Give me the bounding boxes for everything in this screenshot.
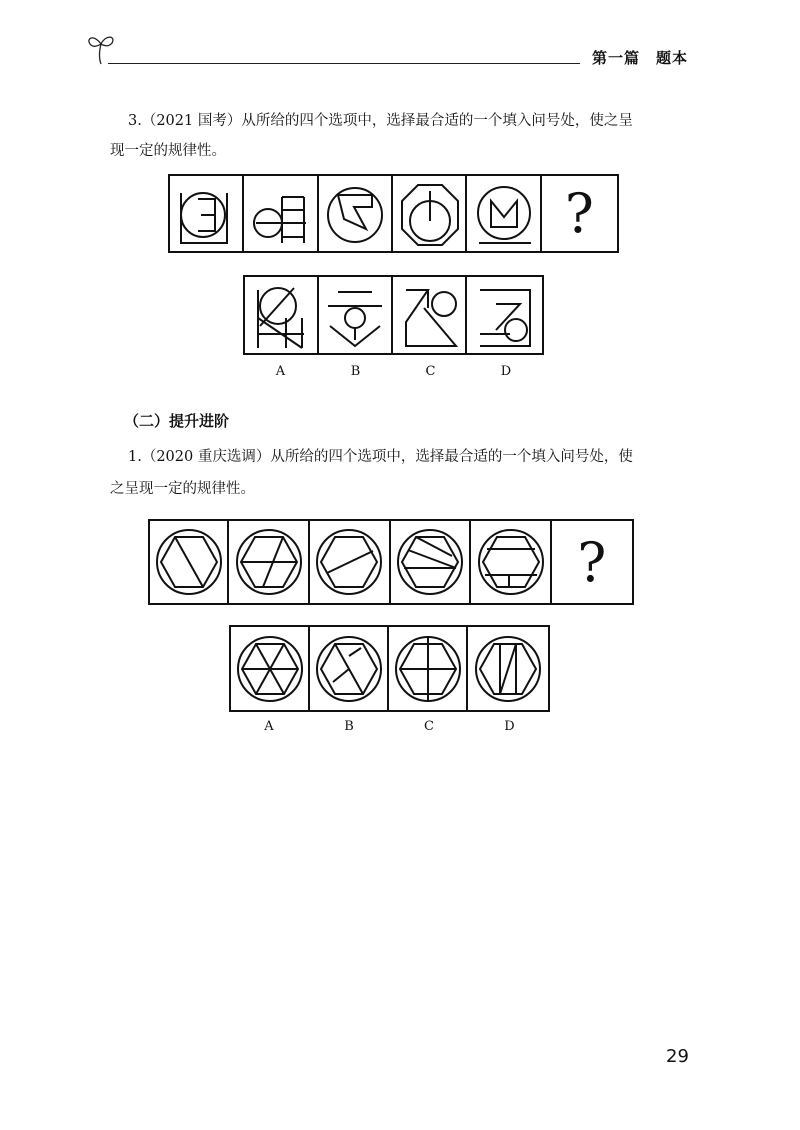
q3-option-c[interactable] — [393, 277, 467, 353]
q3-figure-3 — [319, 176, 393, 251]
q1-text-line1: 1.（2020 重庆选调）从所给的四个选项中，选择最合适的一个填入问号处，使 — [128, 449, 633, 465]
q1-options-row — [229, 625, 550, 712]
q1-option-d[interactable] — [468, 627, 548, 710]
q3-label-c: C — [425, 364, 436, 379]
q1-option-a[interactable] — [231, 627, 310, 710]
q3-option-b[interactable] — [319, 277, 393, 353]
q1-question-row — [148, 519, 634, 605]
q3-figure-4 — [393, 176, 467, 251]
q3-figure-2 — [244, 176, 318, 251]
q1-option-c[interactable] — [389, 627, 468, 710]
q3-label-a: A — [275, 364, 286, 379]
q3-text-line1: 3.（2021 国考）从所给的四个选项中，选择最合适的一个填入问号处，使之呈 — [128, 113, 633, 129]
q3-label-b: B — [350, 364, 361, 379]
q3-option-labels — [243, 364, 544, 379]
q3-figure-5 — [467, 176, 541, 251]
q1-text-line2: 之呈现一定的规律性。 — [110, 481, 255, 497]
header-title: 第一篇 题本 — [592, 49, 689, 67]
q1-figure-4 — [391, 521, 471, 603]
q1-label-a: A — [264, 719, 274, 734]
q1-option-labels — [229, 719, 550, 734]
q3-figure-1 — [170, 176, 244, 251]
page-number: 29 — [666, 1046, 689, 1067]
q3-option-a[interactable] — [245, 277, 319, 353]
sprout-icon — [84, 30, 118, 66]
q1-label-d: D — [504, 719, 515, 734]
q1-option-b[interactable] — [310, 627, 389, 710]
q3-option-d[interactable] — [467, 277, 542, 353]
q1-figure-3 — [310, 521, 391, 603]
q3-options-row — [243, 275, 544, 355]
q1-figure-2 — [229, 521, 309, 603]
q3-question-row — [168, 174, 619, 253]
q1-figure-5 — [471, 521, 551, 603]
q1-label-c: C — [424, 719, 434, 734]
q3-text-line2: 现一定的规律性。 — [110, 143, 226, 159]
q3-label-d: D — [500, 364, 512, 379]
q3-question-mark-cell — [542, 176, 617, 251]
q1-question-mark-cell — [552, 521, 632, 603]
q1-figure-1 — [150, 521, 229, 603]
q3-question-mark: ? — [564, 182, 594, 245]
header-rule — [108, 63, 580, 64]
q1-label-b: B — [344, 719, 354, 734]
section-heading: （二）提升进阶 — [124, 412, 230, 430]
q1-question-mark: ? — [577, 530, 607, 594]
